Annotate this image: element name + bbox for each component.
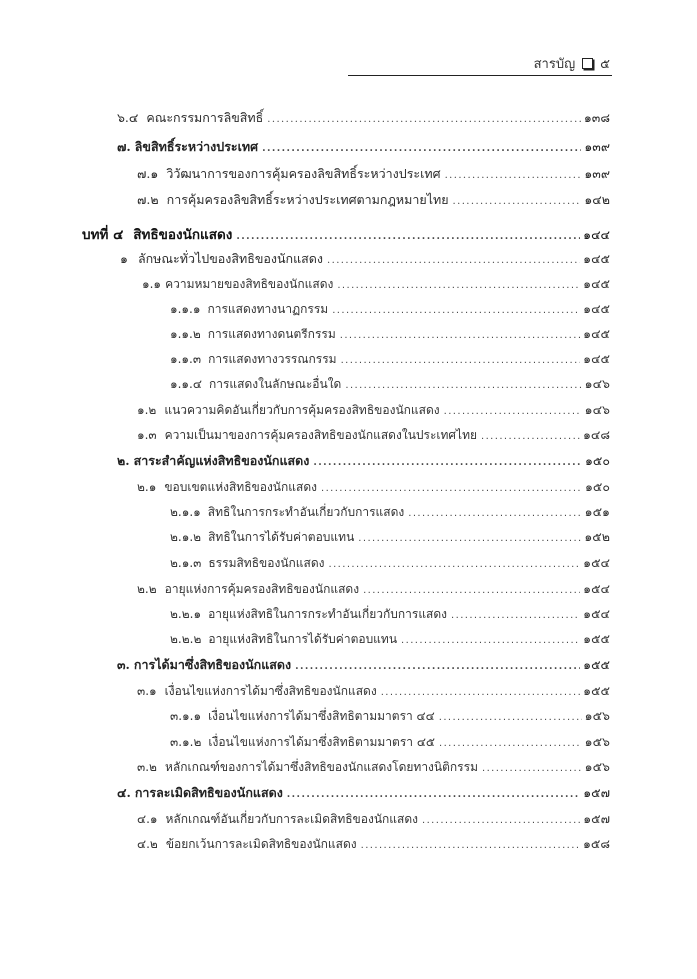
toc-entry-title: ความหมายของสิทธิของนักแสดง [165, 277, 334, 291]
toc-entry-page: ๑๕๖ [584, 759, 610, 774]
toc-entry[interactable] [137, 809, 610, 829]
toc-entry-title: การละเมิดสิทธิของนักแสดง [134, 785, 283, 800]
toc-entry-title: การแสดงทางดนตรีกรรม [207, 327, 336, 341]
toc-entry-title: ขอบเขตแห่งสิทธิของนักแสดง [164, 480, 317, 494]
toc-entry-title: ข้อยกเว้นการละเมิดสิทธิของนักแสดง [165, 837, 357, 851]
toc-entry-number: ๗.๑ [137, 166, 159, 181]
toc-entry[interactable] [170, 502, 610, 522]
toc-entry[interactable] [120, 249, 610, 269]
toc-entry-number: ๒.๒.๑ [170, 607, 202, 621]
dot-leader [451, 611, 580, 621]
toc-entry-title: การคุ้มครองลิขสิทธิ์ระหว่างประเทศตามกฎหมายไทย [166, 192, 449, 207]
dot-leader [444, 407, 582, 417]
toc-entry[interactable] [170, 527, 610, 547]
toc-entry-title: ลิขสิทธิ์ระหว่างประเทศ [134, 139, 259, 154]
toc-entry-title: การแสดงในลักษณะอื่นใด [208, 377, 342, 391]
toc-entry-number: ๓.๒ [137, 760, 157, 774]
toc-entry[interactable] [137, 477, 610, 497]
toc-entry-title: ลักษณะทั่วไปของสิทธิของนักแสดง [137, 251, 324, 266]
toc-entry-number: ๑.๑.๒ [170, 327, 201, 341]
toc-entry-page: ๑๓๘ [583, 110, 610, 125]
toc-entry-number: ๒.๑.๑ [170, 505, 201, 519]
toc-entry-title: การแสดงทางวรรณกรรม [208, 352, 337, 366]
toc-entry[interactable] [170, 299, 610, 319]
toc-entry[interactable] [170, 604, 610, 624]
toc-entry-number: ๓. [117, 657, 130, 672]
toc-entry-number: ๓.๑ [137, 684, 157, 698]
toc-entry-page: ๑๕๖ [584, 734, 610, 749]
dot-leader [287, 790, 580, 800]
toc-entry-number: ๑.๑.๑ [170, 302, 201, 316]
dot-leader [481, 432, 580, 442]
dot-leader [408, 509, 581, 519]
toc-entry[interactable] [137, 425, 610, 445]
toc-entry-page: ๑๕๒ [584, 529, 610, 544]
toc-entry-number: ๒. [117, 453, 130, 468]
dot-leader [340, 331, 580, 341]
dot-leader [422, 816, 580, 826]
toc-entry[interactable] [137, 400, 610, 420]
toc-entry[interactable] [137, 681, 610, 701]
toc-entry-title: เงื่อนไขแห่งการได้มาซึ่งสิทธิตามมาตรา ๔๕ [208, 735, 436, 749]
toc-entry[interactable] [137, 164, 610, 184]
toc-entry-number: ๒.๒ [137, 582, 157, 596]
toc-entry[interactable] [137, 834, 610, 854]
toc-entry-page: ๑๔๕ [583, 326, 610, 341]
toc-entry-number: ๑.๑.๓ [170, 352, 202, 366]
dot-leader [337, 281, 580, 291]
toc-entry-page: ๑๕๔ [583, 606, 610, 621]
toc-entry-number: บทที่ ๔ [82, 227, 124, 243]
dot-leader [363, 586, 580, 596]
toc-entry[interactable] [170, 349, 610, 369]
toc-entry-page: ๑๕๘ [582, 836, 610, 851]
dot-leader [482, 764, 582, 774]
toc-entry-title: สิทธิในการกระทำอันเกี่ยวกับการแสดง [207, 505, 405, 519]
toc-entry[interactable] [117, 655, 610, 675]
dot-leader [439, 713, 582, 723]
toc-entry-number: ๑.๓ [137, 428, 157, 442]
toc-entry-number: ๑.๑ [142, 277, 162, 291]
dot-leader [345, 381, 581, 391]
toc-entry[interactable] [82, 223, 610, 243]
toc-entry-number: ๔.๒ [137, 837, 158, 851]
dot-leader [262, 144, 581, 154]
toc-entry-number: ๓.๑.๑ [170, 709, 202, 723]
toc-entry-page: ๑๕๕ [583, 657, 610, 672]
toc-entry-page: ๑๓๙ [584, 139, 610, 154]
toc-entry-page: ๑๔๖ [584, 376, 610, 391]
toc-entry-page: ๑๓๙ [584, 166, 610, 181]
toc-entry-title: อายุแห่งการคุ้มครองสิทธิของนักแสดง [164, 582, 360, 596]
toc-entry-title: คณะกรรมการลิขสิทธิ์ [146, 110, 264, 125]
dot-leader [321, 484, 582, 494]
dot-leader [267, 115, 581, 125]
toc-entry[interactable] [117, 783, 610, 803]
toc-entry-page: ๑๔๘ [582, 427, 610, 442]
header-section-title: สารบัญ [533, 57, 576, 72]
toc-entry-title: หลักเกณฑ์อันเกี่ยวกับการละเมิดสิทธิของนักแสดง [165, 812, 418, 826]
toc-entry[interactable] [142, 274, 610, 294]
toc-entry-title: สิทธิของนักแสดง [133, 227, 233, 243]
toc-entry-number: ๒.๑.๓ [170, 556, 202, 570]
toc-entry-page: ๑๕๐ [584, 479, 610, 494]
toc-entry-title: อายุแห่งสิทธิในการกระทำอันเกี่ยวกับการแสดง [208, 607, 448, 621]
toc-entry[interactable] [170, 732, 610, 752]
toc-entry-title: วิวัฒนาการของการคุ้มครองลิขสิทธิ์ระหว่างประเทศ [166, 166, 441, 181]
dot-leader [401, 636, 580, 646]
toc-entry-title: หลักเกณฑ์ของการได้มาซึ่งสิทธิของนักแสดงโดยทางนิติกรรม [164, 760, 478, 774]
dot-leader [439, 739, 582, 749]
toc-entry[interactable] [137, 757, 610, 777]
toc-entry-number: ๒.๑ [137, 480, 157, 494]
toc-entry-page: ๑๕๑ [584, 504, 610, 519]
toc-entry-number: ๑.๒ [137, 403, 157, 417]
dot-leader [329, 560, 581, 570]
toc-entry-number: ๓.๑.๒ [170, 735, 202, 749]
toc-entry-title: เงื่อนไขแห่งการได้มาซึ่งสิทธิตามมาตรา ๔๔ [208, 709, 435, 723]
toc-entry-title: ความเป็นมาของการคุ้มครองสิทธิของนักแสดงในประเทศไทย [164, 428, 478, 442]
toc-entry-title: สาระสำคัญแห่งสิทธิของนักแสดง [133, 453, 310, 468]
toc-entry-number: ๑ [120, 251, 128, 266]
toc-entry[interactable] [170, 374, 610, 394]
toc-entry[interactable] [170, 324, 610, 344]
toc-entry-title: แนวความคิดอันเกี่ยวกับการคุ้มครองสิทธิของนักแสดง [164, 403, 440, 417]
toc-entry-title: อายุแห่งสิทธิในการได้รับค่าตอบแทน [208, 632, 398, 646]
dot-leader [453, 197, 582, 207]
toc-entry-number: ๒.๒.๒ [170, 632, 202, 646]
toc-entry-page: ๑๕๗ [583, 811, 610, 826]
dot-leader [236, 232, 580, 242]
toc-entry-page: ๑๕๐ [584, 453, 610, 468]
toc-entry[interactable] [117, 108, 610, 128]
toc-entry-number: ๗.๒ [137, 192, 159, 207]
toc-entry[interactable] [117, 451, 610, 471]
toc-entry[interactable] [170, 706, 610, 726]
dot-leader [361, 841, 580, 851]
dot-leader [327, 256, 580, 266]
toc-entry[interactable] [170, 629, 610, 649]
dot-leader [445, 171, 582, 181]
toc-entry-page: ๑๔๖ [584, 402, 610, 417]
toc-entry-title: สิทธิในการได้รับค่าตอบแทน [208, 530, 355, 544]
dot-leader [295, 662, 580, 672]
toc-entry-page: ๑๕๕ [583, 631, 610, 646]
toc-entry-page: ๑๕๔ [583, 555, 610, 570]
toc-entry[interactable] [137, 579, 610, 599]
toc-entry-page: ๑๕๖ [584, 708, 610, 723]
toc-entry-page: ๑๕๗ [583, 785, 610, 800]
toc-entry-title: ธรรมสิทธิของนักแสดง [208, 556, 325, 570]
toc-entry-title: การได้มาซึ่งสิทธิของนักแสดง [133, 657, 292, 672]
running-header [348, 52, 612, 76]
toc-entry-number: ๖.๔ [117, 110, 139, 125]
toc-entry[interactable] [137, 190, 610, 210]
toc-entry-page: ๑๔๕ [583, 351, 610, 366]
dot-leader [358, 534, 581, 544]
toc-entry-page: ๑๔๔ [583, 227, 610, 242]
toc-entry-page: ๑๔๕ [583, 276, 610, 291]
toc-entry-page: ๑๔๕ [583, 251, 610, 266]
toc-entry-page: ๑๕๔ [583, 581, 610, 596]
toc-entry-number: ๒.๑.๒ [170, 530, 202, 544]
square-box-icon [582, 58, 593, 69]
dot-leader [313, 458, 582, 468]
dot-leader [341, 356, 581, 366]
toc-entry-number: ๔.๑ [137, 812, 158, 826]
toc-entry-page: ๑๔๕ [583, 301, 610, 316]
toc-entry-number: ๔. [117, 785, 131, 800]
toc-entry-title: เงื่อนไขแห่งการได้มาซึ่งสิทธิของนักแสดง [164, 684, 377, 698]
toc-entry-title: การแสดงทางนาฏกรรม [207, 302, 329, 316]
dot-leader [332, 306, 580, 316]
toc-entry-number: ๑.๑.๔ [170, 377, 202, 391]
dot-leader [381, 688, 580, 698]
toc-entry-number: ๗. [117, 139, 131, 154]
header-page-number: ๕ [600, 57, 610, 72]
toc-entry-page: ๑๔๒ [584, 192, 610, 207]
toc-entry[interactable] [117, 137, 610, 157]
toc-entry[interactable] [170, 553, 610, 573]
toc-entry-page: ๑๕๕ [583, 683, 610, 698]
